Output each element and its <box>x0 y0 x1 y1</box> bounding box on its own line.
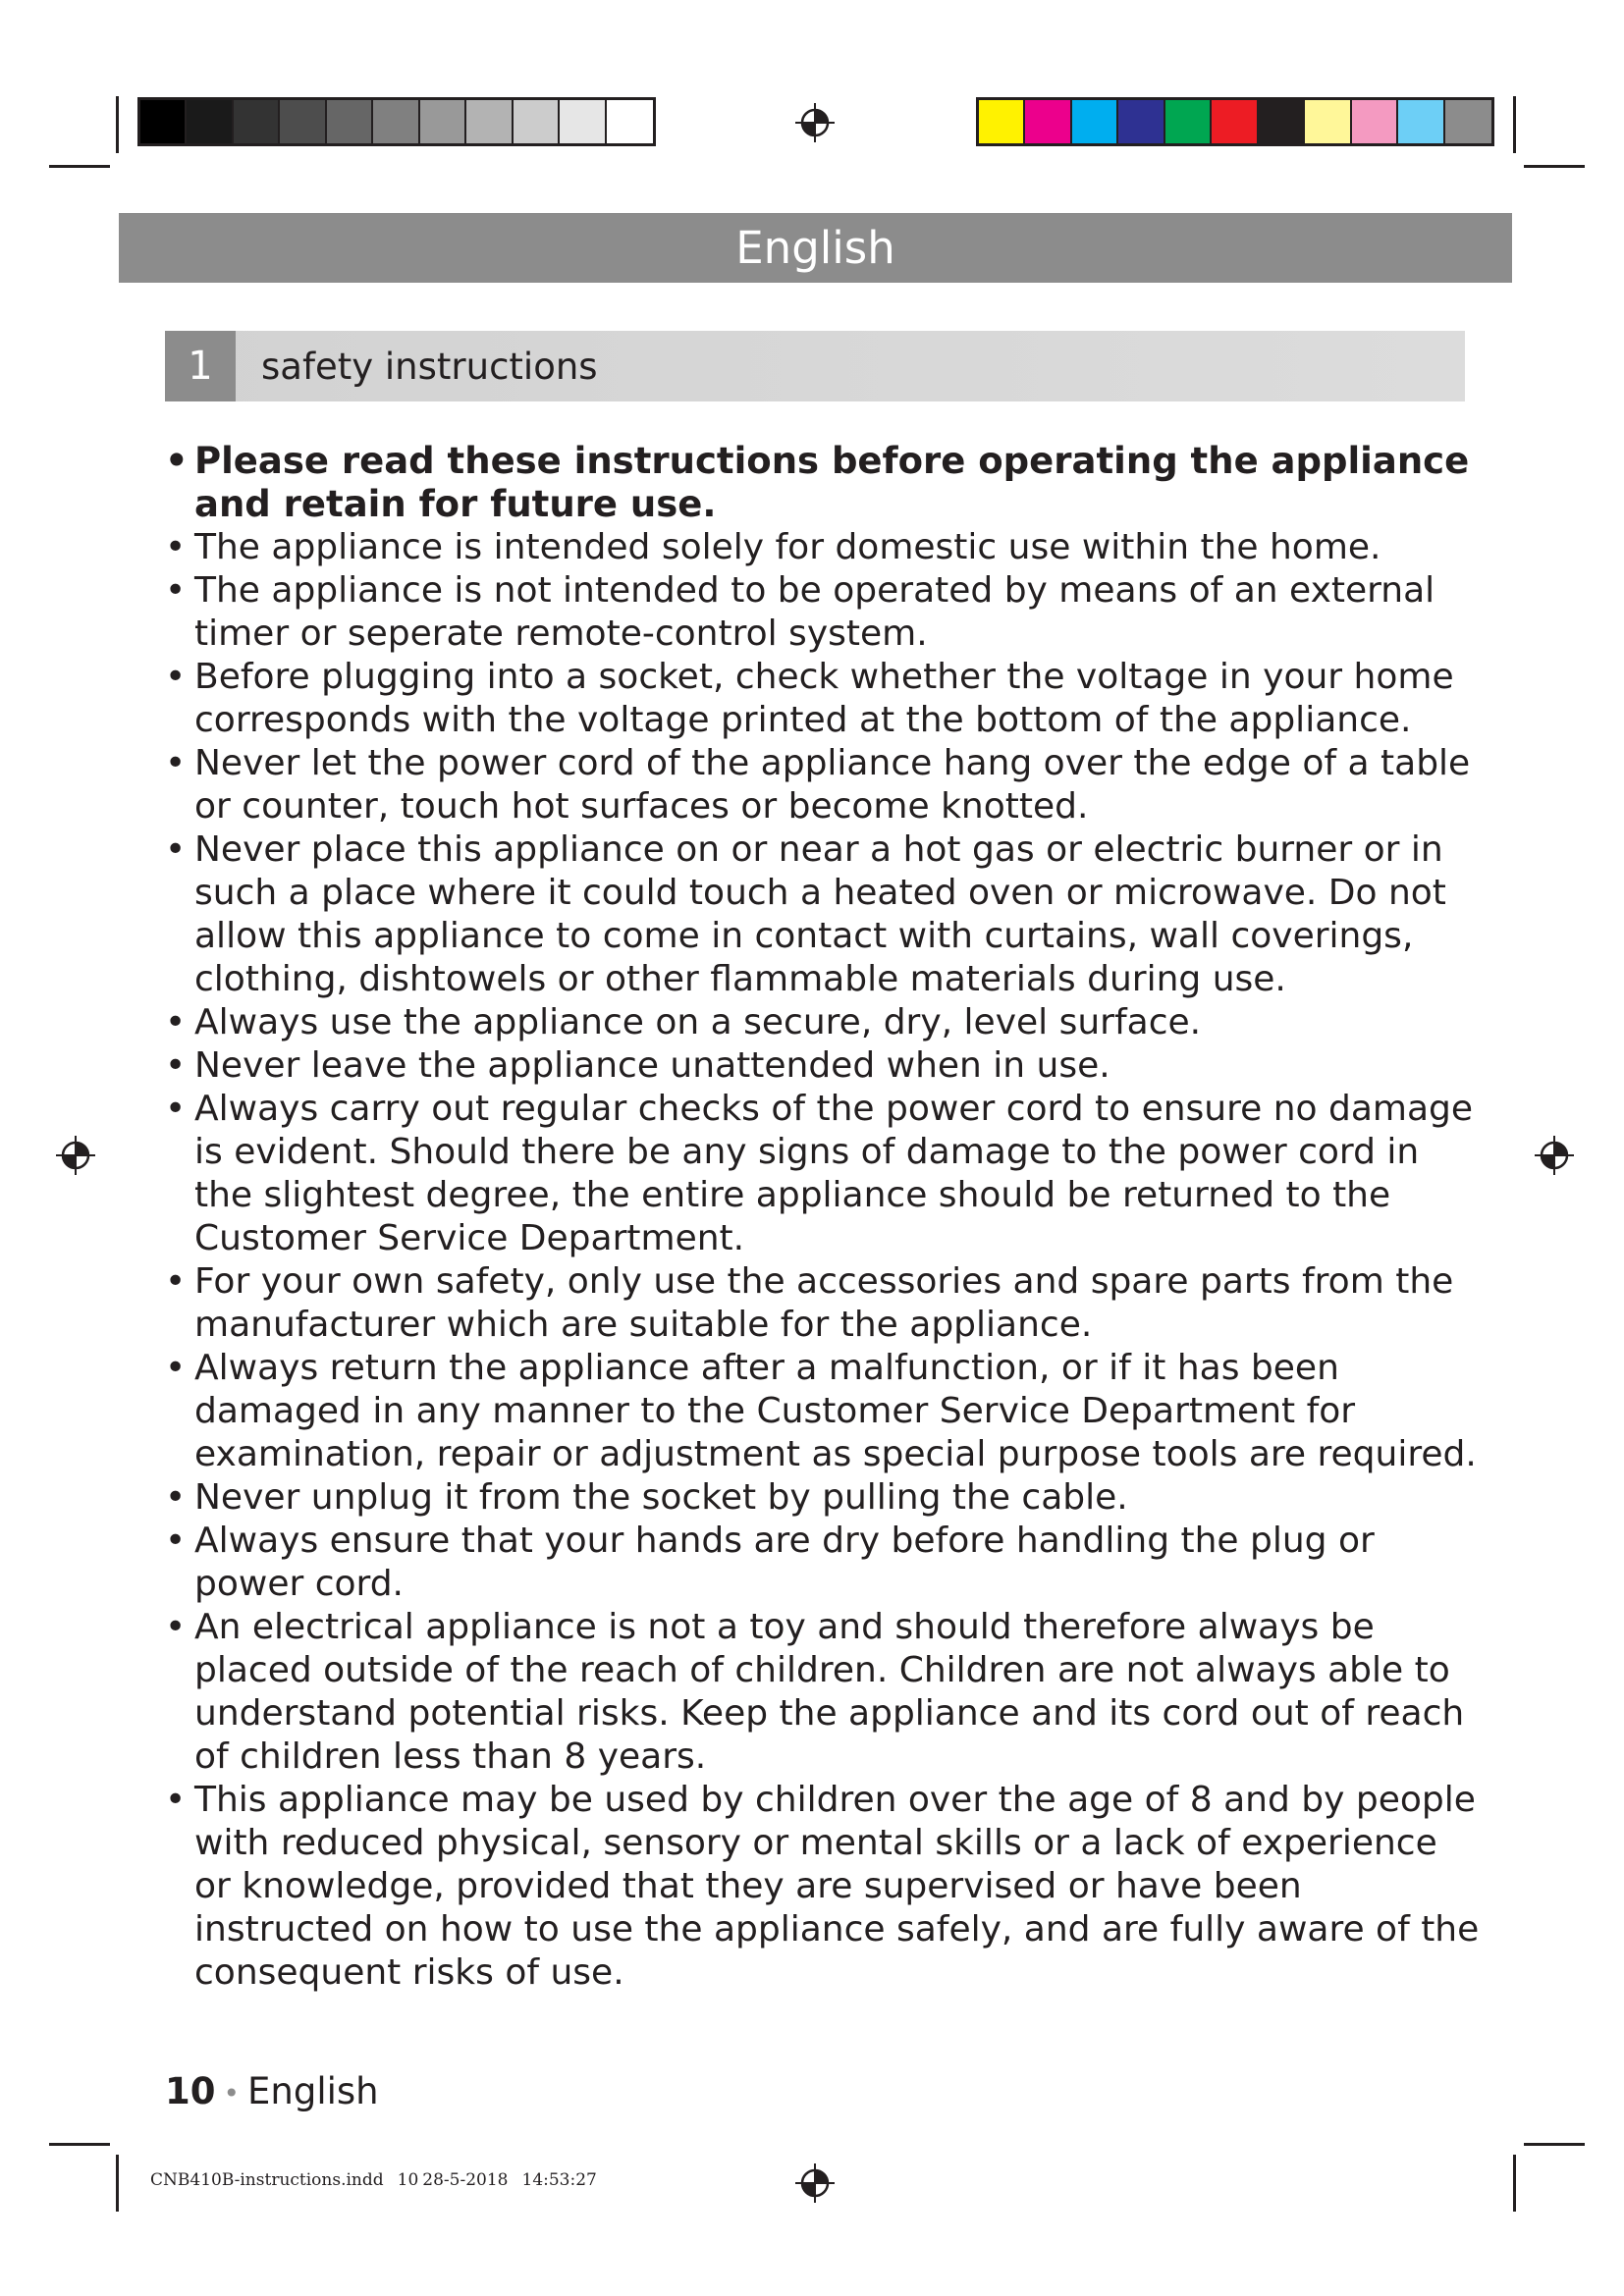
grayscale-swatch <box>140 100 187 143</box>
color-swatch <box>1445 100 1491 143</box>
instruction-item: • Before plugging into a socket, check whether the voltage in your home corresponds with the voltage printed at the bottom of the appliance. <box>165 656 1481 742</box>
registration-mark-icon <box>1533 1134 1576 1177</box>
instruction-item: • Always use the appliance on a secure, dry, level surface. <box>165 1001 1481 1044</box>
slug-page: 10 <box>397 2170 419 2190</box>
crop-mark-bottom-right-h <box>1524 2143 1585 2146</box>
grayscale-swatch <box>514 100 560 143</box>
crop-mark-top-left-h <box>49 165 110 168</box>
color-swatch <box>1305 100 1351 143</box>
print-slug <box>150 2170 611 2190</box>
crop-mark-bottom-left-v <box>116 2155 119 2212</box>
grayscale-color-bar <box>137 97 656 146</box>
grayscale-swatch <box>420 100 466 143</box>
page-number: 10 <box>165 2070 216 2112</box>
instruction-item: • The appliance is not intended to be operated by means of an external timer or seperate remote-control system. <box>165 569 1481 656</box>
grayscale-swatch <box>607 100 653 143</box>
color-swatch <box>1072 100 1118 143</box>
slug-time: 14:53:27 <box>521 2170 597 2190</box>
safety-instructions <box>165 440 1481 1995</box>
slug-filename: CNB410B-instructions.indd <box>150 2170 384 2190</box>
section-heading <box>165 331 1465 401</box>
slug-date: 28-5-2018 <box>422 2170 509 2190</box>
instruction-item: • Always return the appliance after a malfunction, or if it has been damaged in any manner to the Customer Service Department for examination, repair or adjustment as special purpose tools are required. <box>165 1347 1481 1476</box>
process-color-bar <box>976 97 1494 146</box>
instruction-item: • This appliance may be used by children over the age of 8 and by people with reduced physical, sensory or mental skills or a lack of experience or knowledge, provided that they are supervised or have been instructed on how to use the appliance safely, and are fully aware of the consequent risks of use. <box>165 1779 1481 1995</box>
grayscale-swatch <box>466 100 513 143</box>
grayscale-swatch <box>280 100 326 143</box>
instruction-item: • Never unplug it from the socket by pulling the cable. <box>165 1476 1481 1520</box>
instruction-item: • Never leave the appliance unattended when in use. <box>165 1044 1481 1088</box>
grayscale-swatch <box>327 100 373 143</box>
grayscale-swatch <box>560 100 606 143</box>
color-swatch <box>1398 100 1444 143</box>
instruction-item: • An electrical appliance is not a toy and should therefore always be placed outside of the reach of children. Children are not always able to understand potential risks. Keep the appliance and its cord out of reach of children less than 8 years. <box>165 1606 1481 1779</box>
registration-mark-icon <box>54 1134 97 1177</box>
color-swatch <box>1352 100 1398 143</box>
instruction-list <box>165 440 1481 1995</box>
instruction-item: • Never place this appliance on or near a hot gas or electric burner or in such a place where it could touch a heated oven or microwave. Do not allow this appliance to come in contact with curtains, wall coverings, clothing, dishtowels or other flammable materials during use. <box>165 828 1481 1001</box>
registration-mark-icon <box>793 101 837 144</box>
crop-mark-top-left-v <box>116 96 119 153</box>
instruction-item: • Never let the power cord of the appliance hang over the edge of a table or counter, touch hot surfaces or become knotted. <box>165 742 1481 828</box>
color-swatch <box>1118 100 1164 143</box>
instruction-item: • Please read these instructions before operating the appliance and retain for future use. <box>165 440 1481 526</box>
grayscale-swatch <box>234 100 280 143</box>
grayscale-swatch <box>373 100 419 143</box>
instruction-item: • Always carry out regular checks of the power cord to ensure no damage is evident. Should there be any signs of damage to the power cord in the slightest degree, the entire appliance should be returned to the Customer Service Department. <box>165 1088 1481 1260</box>
grayscale-swatch <box>187 100 233 143</box>
color-swatch <box>1165 100 1212 143</box>
footer-language: English <box>247 2070 379 2112</box>
page-footer <box>165 2070 379 2112</box>
instruction-item: • The appliance is intended solely for domestic use within the home. <box>165 526 1481 569</box>
color-swatch <box>1259 100 1305 143</box>
section-number: 1 <box>165 331 236 401</box>
color-swatch <box>1212 100 1258 143</box>
color-swatch <box>979 100 1025 143</box>
color-swatch <box>1025 100 1071 143</box>
footer-separator: • <box>223 2077 241 2109</box>
crop-mark-top-right-v <box>1513 96 1516 153</box>
instruction-item: • Always ensure that your hands are dry before handling the plug or power cord. <box>165 1520 1481 1606</box>
crop-mark-bottom-right-v <box>1513 2155 1516 2212</box>
crop-mark-top-right-h <box>1524 165 1585 168</box>
crop-mark-bottom-left-h <box>49 2143 110 2146</box>
registration-mark-icon <box>793 2162 837 2205</box>
language-banner: English <box>119 213 1512 283</box>
section-title: safety instructions <box>261 345 598 388</box>
instruction-item: • For your own safety, only use the accessories and spare parts from the manufacturer which are suitable for the appliance. <box>165 1260 1481 1347</box>
